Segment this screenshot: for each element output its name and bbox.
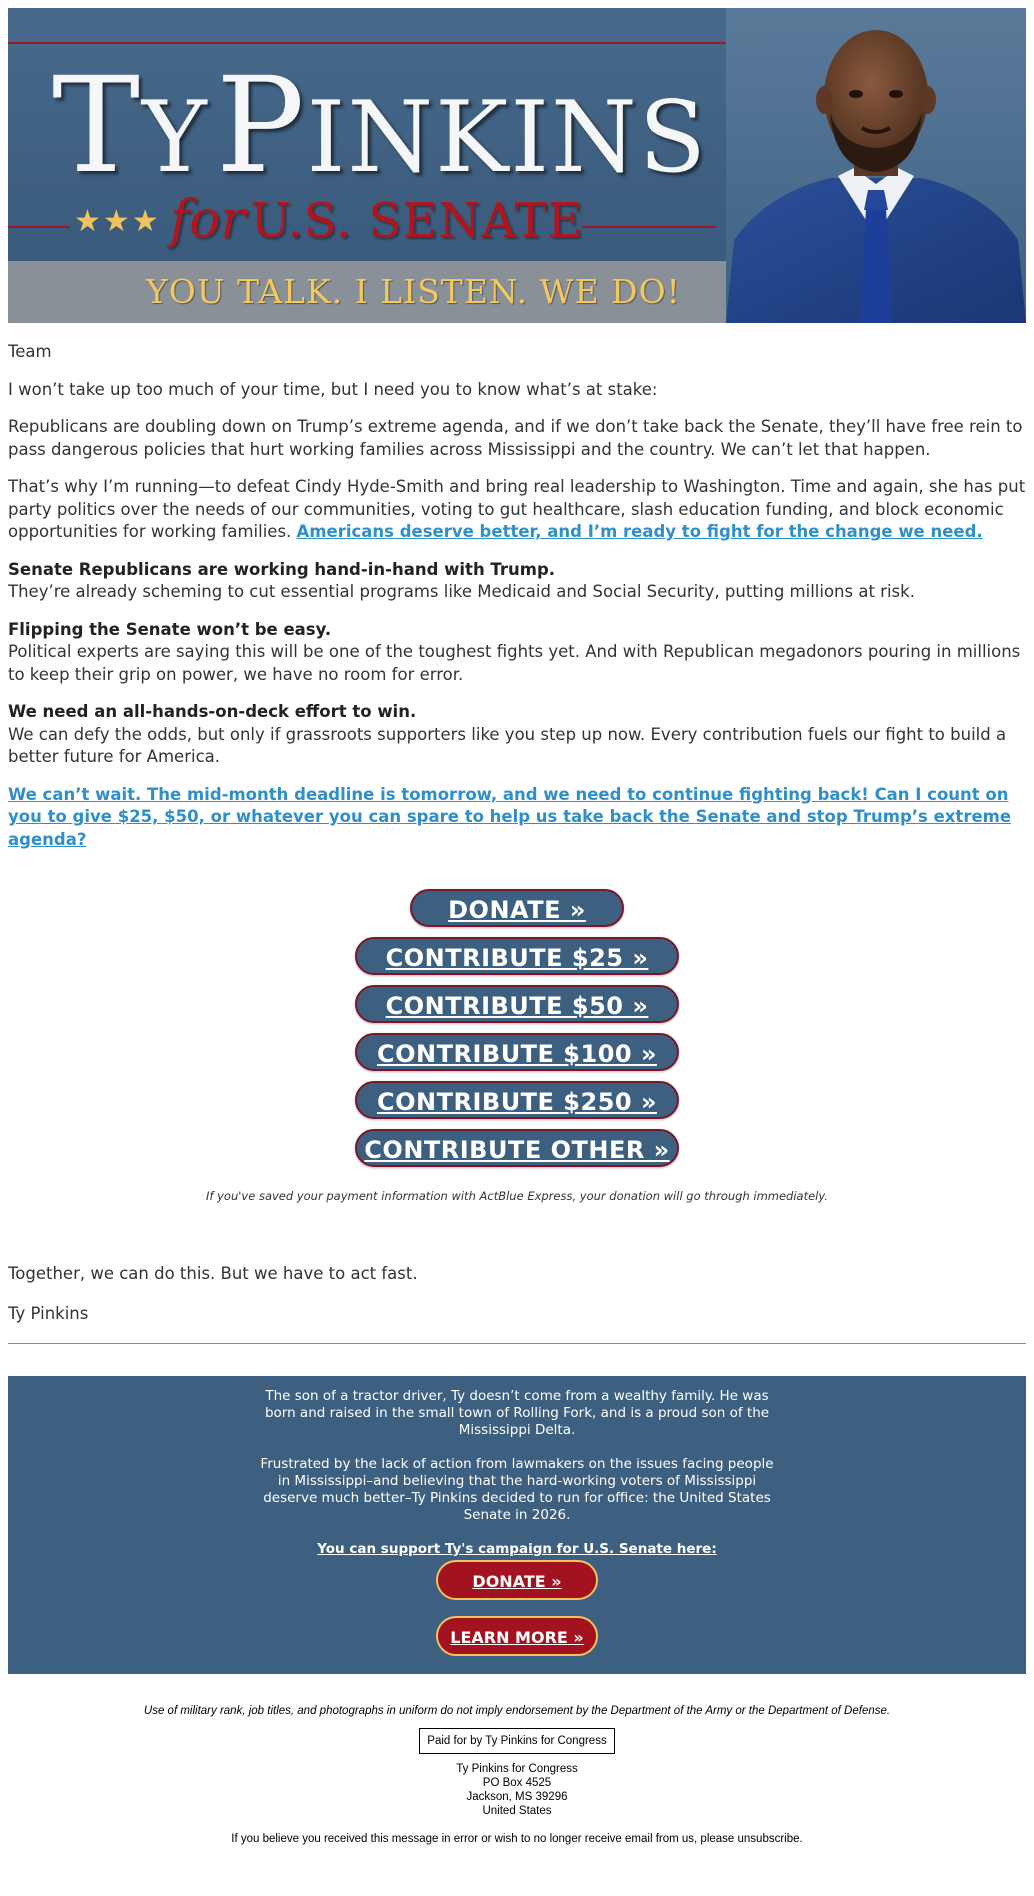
win-section	[8, 701, 1026, 769]
address-line: Ty Pinkins for Congress	[456, 1763, 578, 1775]
bio-paragraph-1: The son of a tractor driver, Ty doesn’t come from a wealthy family. He was born and raised in the small town of Rolling Fork, and is a proud son of the Mississippi Delta.	[264, 1388, 770, 1438]
closing-line: Together, we can do this. But we have to act fast.	[8, 1264, 418, 1283]
running-text: That’s why I’m running—to defeat Cindy Hyde-Smith and bring real leadership to Washington. Time and again, she has put party politics over the needs of our communities, voting to gut healthcare, slash education funding, and block economic opportunities for working families.	[8, 477, 1026, 541]
win-heading: We need an all-hands-on-deck effort to win.	[8, 702, 417, 721]
banner-left-rule	[8, 226, 70, 228]
learn-more-button[interactable]: LEARN MORE »	[436, 1616, 598, 1656]
bio-donate-button[interactable]: DONATE »	[436, 1560, 598, 1600]
divider	[8, 1343, 1026, 1344]
unsubscribe-notice[interactable]: If you believe you received this message in error or wish to no longer receive email from us, please unsubscribe.	[231, 1833, 803, 1845]
deadline-cta-link[interactable]: We can’t wait. The mid-month deadline is tomorrow, and we need to continue fighting back! Can I count on you to give $25, $50, or whatever you can spare to help us take back the Senate and stop Trump’s extreme agenda?	[8, 784, 1012, 849]
contribute-50-button[interactable]: CONTRIBUTE $50 »	[355, 985, 679, 1023]
stars-icon: ★★★	[74, 204, 161, 239]
banner-top-rule	[8, 42, 774, 44]
bio-paragraph-2: Frustrated by the lack of action from lawmakers on the issues facing people in Mississippi–and believing that the hard-working voters of Mississippi deserve much better–Ty Pinkins decided to run for office: the United States Senate in 2026.	[260, 1456, 774, 1523]
campaign-slogan: YOU TALK. I LISTEN. WE DO!	[146, 272, 681, 311]
candidate-name-logo: TY PINKINS	[52, 49, 708, 203]
email-container	[8, 8, 1026, 1846]
salutation: Team	[8, 342, 52, 361]
trump-heading: Senate Republicans are working hand-in-hand with Trump.	[8, 559, 556, 579]
donate-button[interactable]: DONATE »	[410, 889, 624, 927]
support-heading[interactable]: You can support Ty's campaign for U.S. Senate here:	[317, 1541, 717, 1557]
mailing-address	[8, 1762, 1026, 1818]
address-line: PO Box 4525	[482, 1777, 552, 1789]
flipping-section	[8, 619, 1026, 687]
banner-right-rule	[582, 226, 716, 228]
contribute-25-button[interactable]: CONTRIBUTE $25 »	[355, 937, 679, 975]
header-banner	[8, 8, 1026, 323]
address-line: Jackson, MS 39296	[466, 1791, 568, 1803]
contribute-other-button[interactable]: CONTRIBUTE OTHER »	[355, 1129, 679, 1167]
stakes-paragraph: Republicans are doubling down on Trump’s extreme agenda, and if we don’t take back the Senate, they’ll have free rein to pass dangerous policies that hurt working families across Mississippi and the country. We can’t let that happen.	[8, 417, 1023, 459]
closing-section	[8, 1263, 1026, 1325]
email-footer	[8, 1704, 1026, 1846]
signature: Ty Pinkins	[8, 1304, 89, 1323]
bio-box	[8, 1376, 1026, 1674]
intro-paragraph: I won’t take up too much of your time, but I need you to know what’s at stake:	[8, 379, 658, 399]
running-paragraph	[8, 476, 1026, 544]
fight-for-change-link[interactable]: Americans deserve better, and I’m ready to fight for the change we need.	[296, 522, 983, 541]
office-title: for U.S. SENATE	[170, 190, 584, 250]
flipping-text: Political experts are saying this will be one of the toughest fights yet. And with Republican megadonors pouring in millions to keep their grip on power, we have no room for error.	[8, 642, 1021, 684]
contribute-100-button[interactable]: CONTRIBUTE $100 »	[355, 1033, 679, 1071]
contribute-250-button[interactable]: CONTRIBUTE $250 »	[355, 1081, 679, 1119]
cta-paragraph	[8, 784, 1026, 852]
win-text: We can defy the odds, but only if grassroots supporters like you step up now. Every contribution fuels our fight to build a better future for America.	[8, 724, 1007, 766]
paid-for-box: Paid for by Ty Pinkins for Congress	[419, 1728, 614, 1754]
trump-section	[8, 559, 1026, 604]
flipping-heading: Flipping the Senate won’t be easy.	[8, 619, 332, 639]
military-disclaimer: Use of military rank, job titles, and photographs in uniform do not imply endorsement by the Department of the Army or the Department of Defense.	[143, 1705, 891, 1717]
trump-text: They’re already scheming to cut essential programs like Medicaid and Social Security, putting millions at risk.	[8, 582, 915, 601]
donation-buttons	[8, 889, 1026, 1167]
email-body	[8, 323, 1026, 851]
actblue-express-note: If you've saved your payment information with ActBlue Express, your donation will go through immediately.	[206, 1189, 828, 1203]
candidate-portrait	[726, 8, 1026, 323]
address-line: United States	[482, 1805, 552, 1817]
